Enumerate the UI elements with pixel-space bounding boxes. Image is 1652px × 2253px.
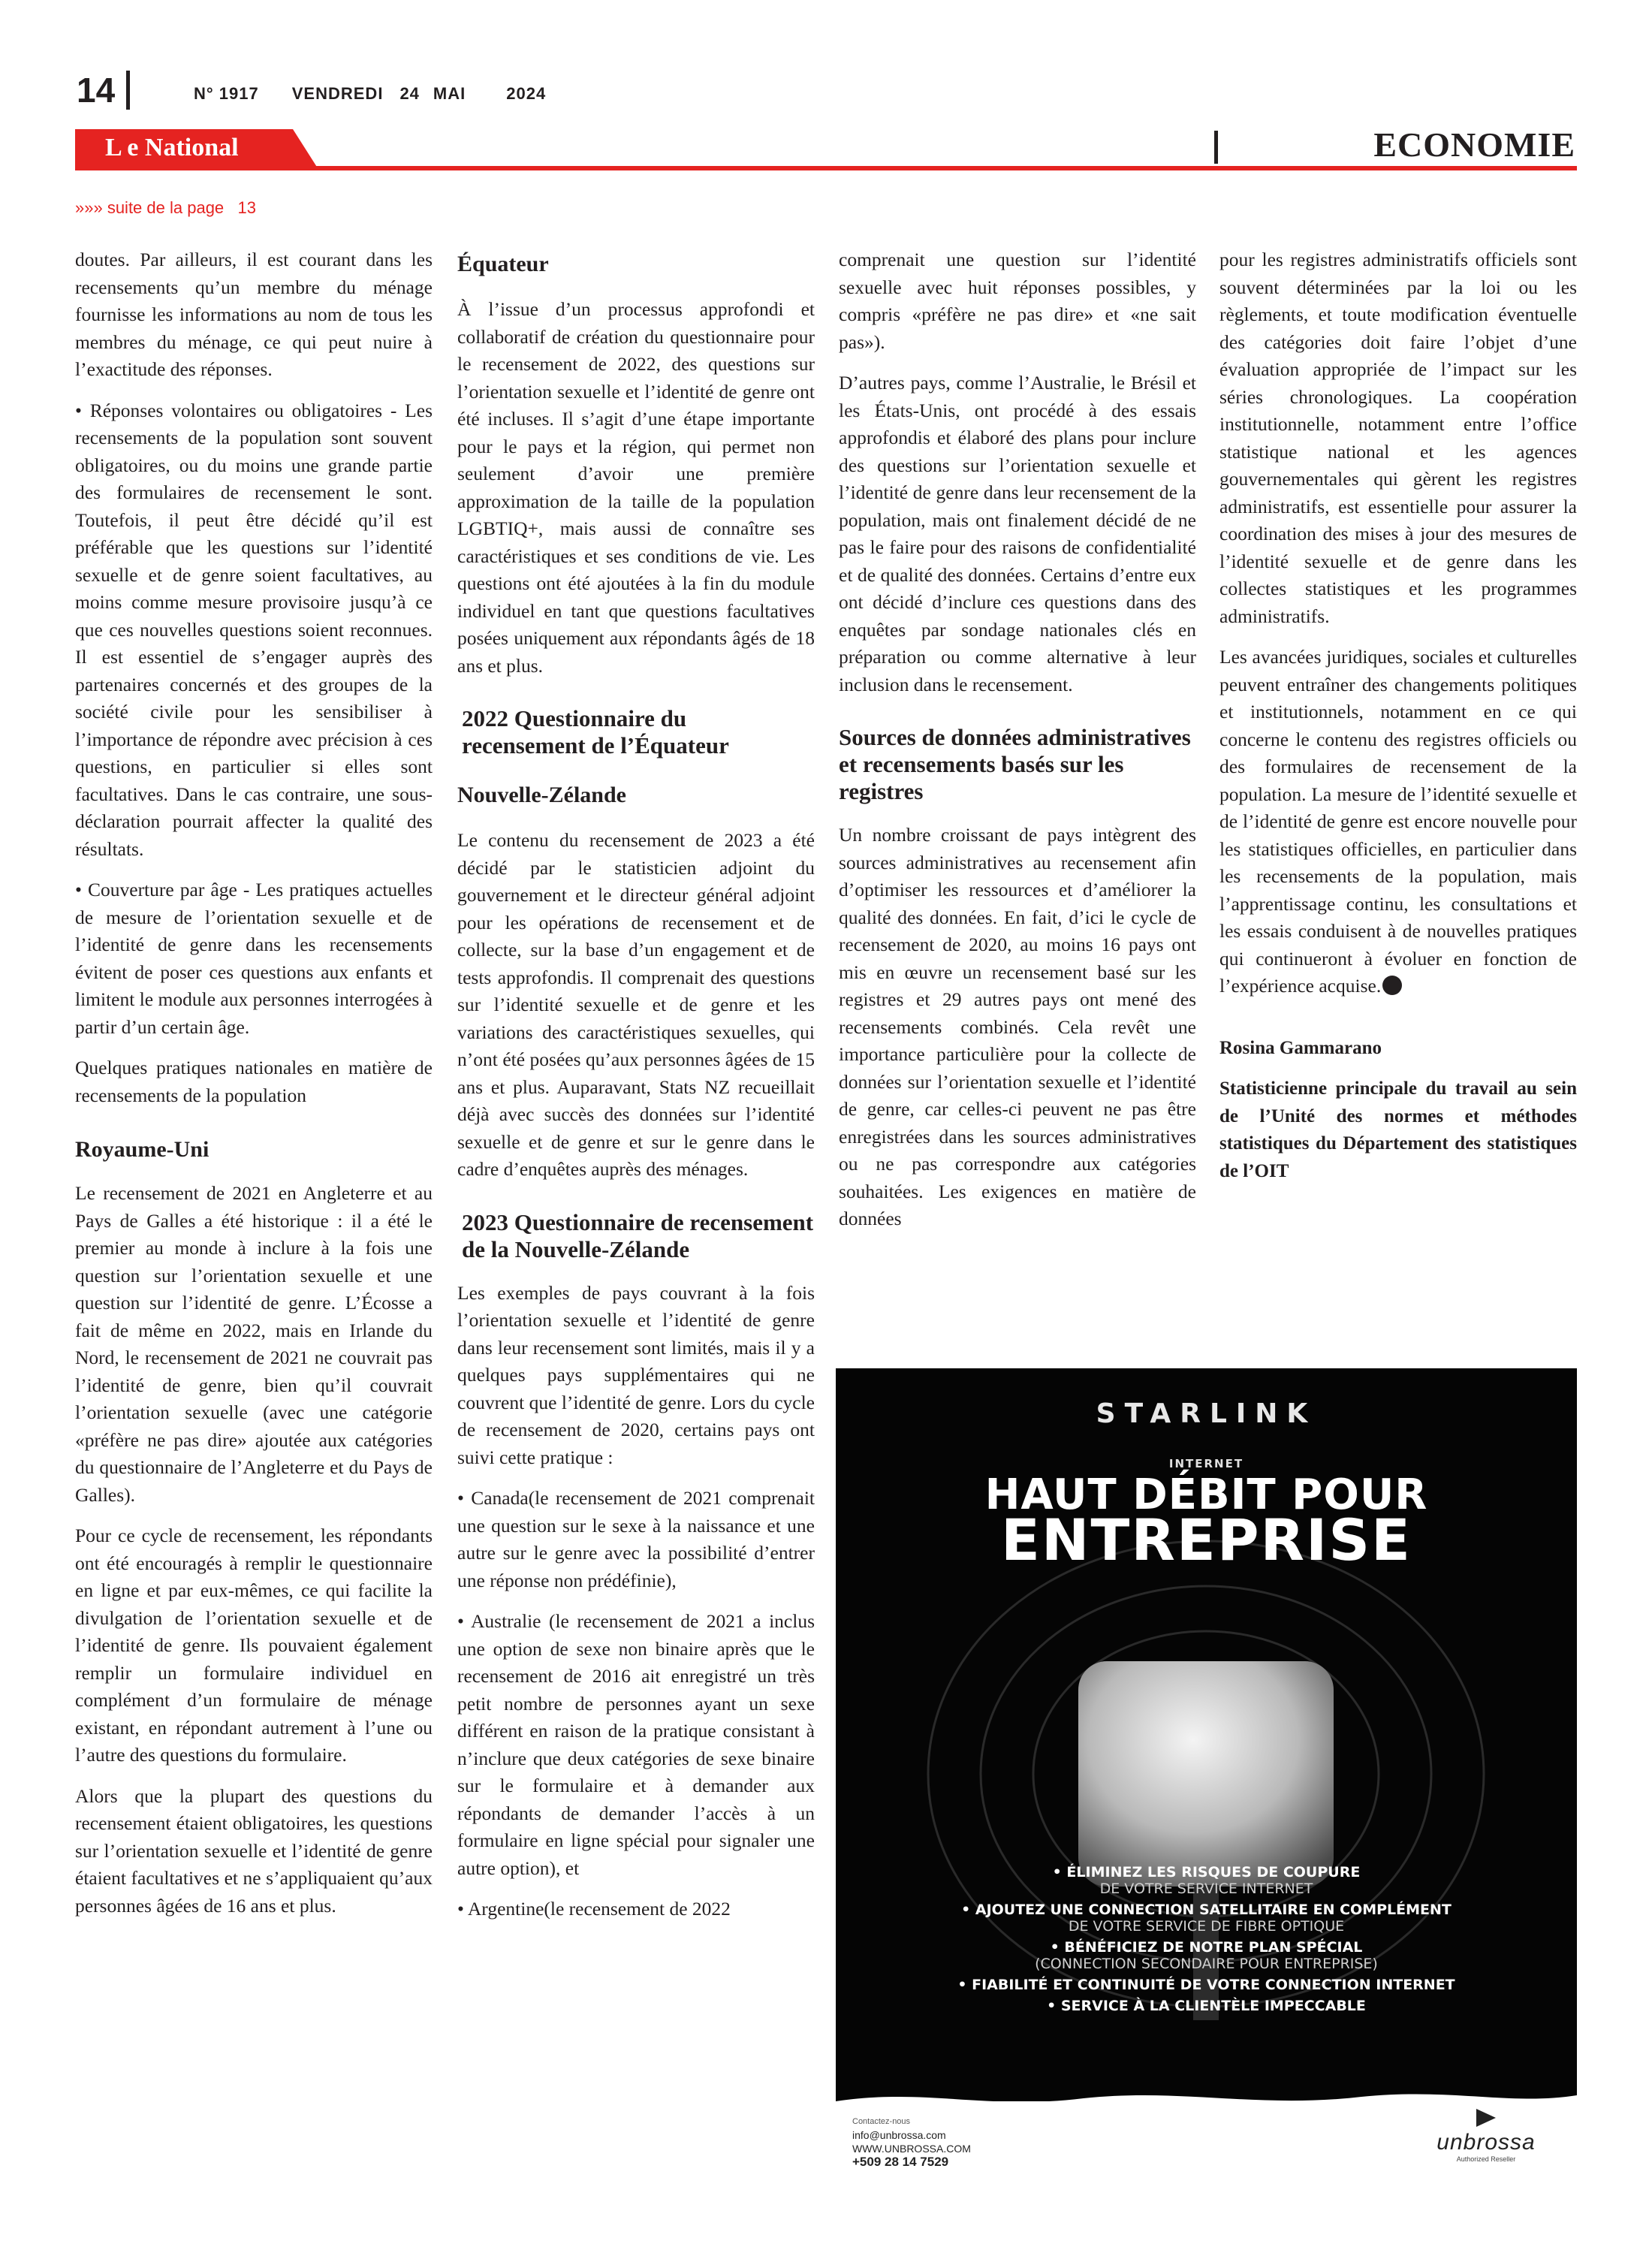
paragraph: Le contenu du recensement de 2023 a été décidé par le statisticien adjoint du gouvernement et le directeur général adjoint pour les opérations de recensement et de collecte, sur la base d’un engagement et de tests approfondis. Il comprenait des questions sur l’identité sexuelle et de genre et les variations des caractéristiques sexuelles, qui n’ont été posées qu’aux personnes âgées de 15 ans et plus. Auparavant, Stats NZ recueillait déjà avec succès des données sur l’identité sexuelle et de genre et sur le genre dans le cadre d’enquêtes auprès des ménages. bbox=[457, 829, 815, 1180]
ad-bullet bbox=[836, 1864, 1577, 1897]
publication-banner bbox=[75, 129, 319, 170]
paragraph: comprenait une question sur l’identité sexuelle avec huit réponses possibles, y compris «préfère ne pas dire» et «ne sait pas»). bbox=[839, 249, 1196, 353]
unbrossa-logo bbox=[1422, 2106, 1550, 2178]
section-divider bbox=[1214, 131, 1218, 164]
section-title: ECONOMIE bbox=[1373, 125, 1575, 164]
subheading-uk: Royaume-Uni bbox=[75, 1137, 210, 1162]
paragraph-final bbox=[1219, 644, 1577, 1000]
contact-label: Contactez-nous bbox=[852, 2117, 911, 2126]
issue-date: 24 bbox=[399, 84, 420, 103]
satellite-dish-icon bbox=[1078, 1661, 1334, 1887]
ad-bullet bbox=[836, 1998, 1577, 2014]
subheading-sources: Sources de données administratives et recensements basés sur les registres bbox=[839, 724, 1191, 804]
paragraph: • Argentine(le recensement de 2022 bbox=[457, 1898, 731, 1920]
article-column-1 bbox=[75, 246, 433, 1933]
paragraph: Un nombre croissant de pays intègrent des sources administratives au recensement afin d’optimiser les ressources et d’améliorer la qualité des données. En fait, d’ici le cycle de recensement de 2020, au moins 16 pays ont mis en œuvre un recensement basé sur les registres et 29 autres pays ont mené des recensements combinés. Cela revêt une importance particulière pour la collecte de données sur l’orientation sexuelle et l’identité de genre, car celles-ci peuvent ne pas être enregistrées dans les sources administratives ou ne pas correspondre aux catégories souhaitées. Les exigences en matière de données bbox=[839, 824, 1196, 1229]
subheading-new-zealand: Nouvelle-Zélande bbox=[457, 783, 626, 807]
figure-caption-new-zealand: 2023 Questionnaire de recensement de la Nouvelle-Zélande bbox=[462, 1208, 814, 1262]
paragraph: • Canada(le recensement de 2021 comprenait une question sur le sexe à la naissance et une autre sur le genre avec la possibilité d’entrer une réponse non prédéfinie), bbox=[457, 1487, 815, 1591]
ad-contact bbox=[852, 2115, 971, 2169]
ad-bullet-list bbox=[836, 1864, 1577, 2019]
paragraph: D’autres pays, comme l’Australie, le Brésil et les États-Unis, ont procédé à des essais approfondis et élaboré des plans pour inclure des questions sur l’orientation sexuelle et l’identité de genre dans leur recensement de la population, mais ont finalement décidé de ne pas le faire pour des raisons de confidentialité et de qualité des données. Certains d’entre eux ont décidé d’inclure ces questions dans des enquêtes par sondage nationales clés en préparation ou comme alternative à leur inclusion dans le recensement. bbox=[839, 372, 1196, 695]
ad-bullet-main: • BÉNÉFICIEZ DE NOTRE PLAN SPÉCIAL bbox=[1050, 1939, 1363, 1956]
paragraph: • Couverture par âge - Les pratiques actuelles de mesure de l’orientation sexuelle et de l’identité de genre dans les recensements évitent de poser ces questions aux enfants et limitent le module aux personnes interrogées à partir d’un certain âge. bbox=[75, 879, 433, 1038]
ad-bullet-main: • ÉLIMINEZ LES RISQUES DE COUPURE bbox=[1052, 1864, 1361, 1881]
author-name: Rosina Gammarano bbox=[1219, 1037, 1382, 1058]
ad-bullet-sub: DE VOTRE SERVICE INTERNET bbox=[1099, 1881, 1313, 1897]
figure-caption-ecuador: 2022 Questionnaire du recensement de l’Équateur bbox=[462, 705, 729, 759]
issue-number: N° 1917 bbox=[194, 84, 259, 103]
article-column-2 bbox=[457, 246, 815, 1937]
ad-bullet bbox=[836, 1977, 1577, 1993]
ad-bullet-main: • FIABILITÉ ET CONTINUITÉ DE VOTRE CONNECTION INTERNET bbox=[957, 1977, 1455, 1993]
ad-kicker: INTERNET bbox=[1168, 1457, 1244, 1470]
article-column-3 bbox=[839, 246, 1196, 1247]
ad-bullet-sub: DE VOTRE SERVICE DE FIBRE OPTIQUE bbox=[1068, 1918, 1345, 1935]
issue-year: 2024 bbox=[506, 84, 547, 103]
page-number: 14 bbox=[77, 71, 116, 110]
ad-bullet-sub: (CONNECTION SECONDAIRE POUR ENTREPRISE) bbox=[1035, 1956, 1378, 1972]
continued-from: »»» suite de la page 13 bbox=[75, 198, 256, 217]
page-number-divider bbox=[126, 71, 130, 110]
end-of-article-icon bbox=[1382, 976, 1402, 995]
ad-bullet-main: • AJOUTEZ UNE CONNECTION SATELLITAIRE EN COMPLÉMENT bbox=[961, 1902, 1452, 1918]
paragraph: Les exemples de pays couvrant à la fois l’orientation sexuelle et l’identité de genre dans leur recensement sont limités, mais il y a quelques pays supplémentaires qui ne couvrent que l’identité de genre. Lors du cycle de recensement de 2020, certains pays ont suivi cette pratique : bbox=[457, 1281, 815, 1468]
publication-name: L e National bbox=[105, 134, 239, 161]
paragraph: Quelques pratiques nationales en matière de recensements de la population bbox=[75, 1057, 433, 1106]
paragraph: À l’issue d’un processus approfondi et collaboratif de création du questionnaire pour le recensement de 2022, des questions sur l’orientation sexuelle et l’identité de genre ont été incluses. Il s’agit d’une étape importante pour le pays et la région, qui permet non seulement d’avoir une première approximation de la taille de la population LGBTIQ+, mais aussi de connaître ses caractéristiques et ses conditions de vie. Les questions ont été ajoutées à la fin du module individuel en tant que questions facultatives posées uniquement aux répondants âgés de 18 ans et plus. bbox=[457, 298, 815, 677]
starlink-advertisement bbox=[836, 1368, 1577, 2181]
paragraph: • Australie (le recensement de 2021 a inclus une option de sexe non binaire après que le recensement de 2016 ait enregistré un très petit nombre de personnes ayant un sexe différent en raison de la pratique consistant à n’inclure que deux catégories de sexe binaire sur le formulaire et à demander aux répondants de demander l’accès à un formulaire en ligne spécial pour signaler une autre option), et bbox=[457, 1610, 815, 1879]
paragraph: doutes. Par ailleurs, il est courant dans les recensements qu’un membre du ménage fournisse les informations au nom de tous les membres du ménage, ce qui peut nuire à l’exactitude des réponses. bbox=[75, 249, 433, 380]
article-column-4 bbox=[1219, 246, 1577, 1199]
paragraph: Le recensement de 2021 en Angleterre et au Pays de Galles a été historique : il a été le premier au monde à inclure à la fois une question sur l’orientation sexuelle et une question sur l’identité de genre. L’Écosse a fait de même en 2022, mais en Irlande du Nord, le recensement de 2021 ne couvrait pas l’identité de genre, bien qu’il couvrait l’orientation sexuelle (avec une catégorie «préfère ne pas dire» ajoutée aux catégories du questionnaire de l’Angleterre et du Pays de Galles). bbox=[75, 1182, 433, 1506]
paragraph: Pour ce cycle de recensement, les répondants ont été encouragés à remplir le questionnaire en ligne et par eux-mêmes, ce qui facilite la divulgation de l’orientation sexuelle et de l’identité de genre. Ils pouvaient également remplir un formulaire individuel en complément d’un formulaire de ménage existant, en répondant autrement à l’une ou l’autre des questions du formulaire. bbox=[75, 1525, 433, 1766]
issue-month: MAI bbox=[433, 84, 466, 103]
logo-tag: Authorized Reseller bbox=[1456, 2155, 1516, 2163]
contact-website[interactable]: WWW.UNBROSSA.COM bbox=[852, 2143, 971, 2155]
contact-email[interactable]: info@unbrossa.com bbox=[852, 2129, 946, 2141]
contact-phone: +509 28 14 7529 bbox=[852, 2155, 949, 2169]
logo-name: unbrossa bbox=[1436, 2130, 1536, 2155]
ad-bullet bbox=[836, 1939, 1577, 1972]
issue-day: VENDREDI bbox=[291, 84, 384, 103]
header-rule bbox=[75, 166, 1577, 170]
issue-line bbox=[194, 84, 546, 104]
paragraph: Alors que la plupart des questions du recensement étaient obligatoires, les questions sur l’orientation sexuelle et l’identité de genre étaient facultatives et ne s’appliquaient qu’aux personnes âgées de 16 ans et plus. bbox=[75, 1784, 433, 1917]
paragraph: • Réponses volontaires ou obligatoires - Les recensements de la population sont souvent obligatoires, ou du moins une grande partie des formulaires de recensement le sont. Toutefois, il peut être décidé qu’il est préférable que les questions sur l’identité sexuelle et de genre soient facultatives, au moins comme mesure provisoire jusqu’à ce que ces nouvelles questions soient reconnues. Il est essentiel de s’engager auprès des partenaires concernés et des groupes de la société civile pour les sensibiliser à l’importance de répondre avec précision à ces questions, en particulier si elles sont facultatives. Dans le cas contraire, une sous-déclaration pourrait affecter la qualité des résultats. bbox=[75, 399, 433, 860]
paragraph: pour les registres administratifs officiels sont souvent déterminées par la loi ou les règlements, et toute modification éventuelle des catégories doit faire l’objet d’une évaluation appropriée de l’impact sur les séries chronologiques. La coopération institutionnelle, notamment entre l’office statistique national et les agences gouvernementales qui gèrent les registres administratifs, est essentielle pour assurer la coordination des mises à jour des mesures de l’identité sexuelle et de genre dans les collectes statistiques et les programmes administratifs. bbox=[1219, 249, 1577, 627]
ad-bullet bbox=[836, 1902, 1577, 1935]
author-role: Statisticienne principale du travail au sein de l’Unité des normes et méthodes statistiques du Département des statistiques de l’OIT bbox=[1219, 1078, 1577, 1181]
paragraph-text: Les avancées juridiques, sociales et culturelles peuvent entraîner des changements politiques et institutionnels, notamment en ce qui concerne le contenu des registres officiels ou des formulaires de recensement de la population. La mesure de l’identité sexuelle et de l’identité de genre est encore nouvelle pour les statistiques officielles, en particulier dans les recensements de la population, mais l’apprentissage continu, les consultations et les essais conduisent à de nouvelles pratiques qui continueront à évoluer en fonction de l’expérience acquise. bbox=[1219, 646, 1577, 997]
ad-brand: STARLINK bbox=[1096, 1398, 1317, 1429]
ad-bullet-main: • SERVICE À LA CLIENTÈLE IMPECCABLE bbox=[1047, 1998, 1366, 2014]
ad-headline: ENTREPRISE bbox=[1001, 1507, 1412, 1573]
play-logo-icon bbox=[1470, 2107, 1500, 2128]
ad-headline: HAUT DÉBIT POUR bbox=[984, 1470, 1428, 1519]
ad-footer bbox=[836, 2101, 1577, 2181]
subheading-ecuador: Équateur bbox=[457, 252, 549, 276]
